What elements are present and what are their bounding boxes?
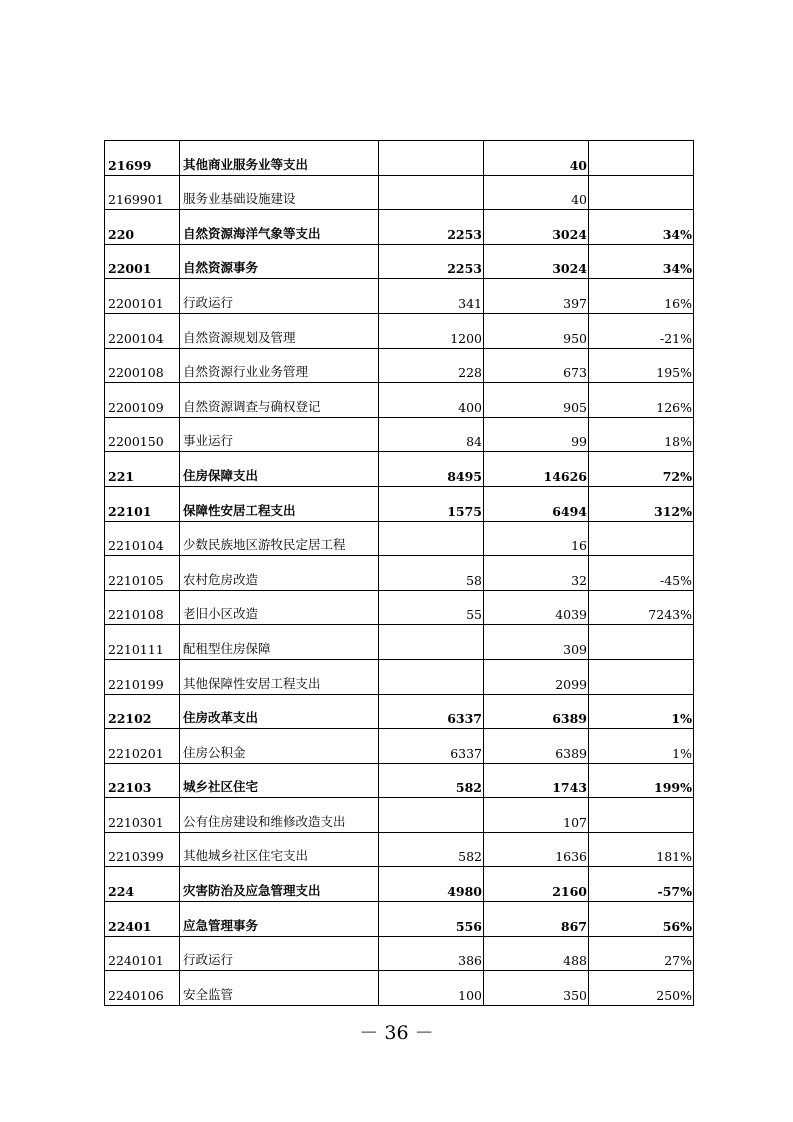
row-change-pct: -45% [589,556,694,591]
row-value-b: 14626 [484,452,589,487]
table-row [105,210,694,245]
row-name: 灾害防治及应急管理支出 [180,867,379,902]
row-code: 2210105 [105,556,180,591]
row-value-a: 2253 [379,244,484,279]
row-name: 农村危房改造 [180,556,379,591]
row-code: 2210104 [105,521,180,556]
table-row [105,867,694,902]
row-code: 2200108 [105,348,180,383]
table-row [105,798,694,833]
row-value-b: 6389 [484,729,589,764]
row-name: 保障性安居工程支出 [180,486,379,521]
row-name: 住房公积金 [180,729,379,764]
row-name: 公有住房建设和维修改造支出 [180,798,379,833]
row-change-pct: 7243% [589,590,694,625]
row-value-b: 107 [484,798,589,833]
row-value-b: 488 [484,936,589,971]
row-value-b: 3024 [484,244,589,279]
row-name: 行政运行 [180,279,379,314]
row-name: 住房保障支出 [180,452,379,487]
row-change-pct: 199% [589,763,694,798]
row-value-b: 673 [484,348,589,383]
row-value-a [379,625,484,660]
row-change-pct [589,175,694,210]
row-value-a: 6337 [379,694,484,729]
row-name: 自然资源行业业务管理 [180,348,379,383]
row-value-b: 3024 [484,210,589,245]
table-row [105,383,694,418]
row-name: 服务业基础设施建设 [180,175,379,210]
table-row [105,417,694,452]
row-value-b: 32 [484,556,589,591]
row-value-a [379,659,484,694]
row-change-pct: 34% [589,244,694,279]
table-row [105,936,694,971]
row-name: 老旧小区改造 [180,590,379,625]
row-value-a [379,798,484,833]
table-row [105,625,694,660]
row-name: 城乡社区住宅 [180,763,379,798]
row-value-b: 397 [484,279,589,314]
row-change-pct [589,625,694,660]
row-value-b: 16 [484,521,589,556]
table-row [105,556,694,591]
row-value-b: 905 [484,383,589,418]
row-code: 2200109 [105,383,180,418]
row-name: 行政运行 [180,936,379,971]
row-name: 其他城乡社区住宅支出 [180,832,379,867]
row-value-a: 1575 [379,486,484,521]
table-row [105,175,694,210]
table-row [105,659,694,694]
row-value-a [379,521,484,556]
row-change-pct: 16% [589,279,694,314]
row-code: 2200104 [105,313,180,348]
row-value-b: 2160 [484,867,589,902]
row-code: 21699 [105,141,180,176]
row-name: 安全监管 [180,971,379,1006]
row-code: 2200101 [105,279,180,314]
table-row [105,971,694,1006]
row-code: 22103 [105,763,180,798]
row-value-b: 867 [484,902,589,937]
row-code: 2210301 [105,798,180,833]
row-name: 自然资源调查与确权登记 [180,383,379,418]
row-code: 2200150 [105,417,180,452]
row-change-pct: -57% [589,867,694,902]
row-change-pct [589,141,694,176]
table-row [105,902,694,937]
row-value-b: 6494 [484,486,589,521]
row-change-pct: 181% [589,832,694,867]
row-value-a: 582 [379,763,484,798]
budget-table-body [105,141,694,1006]
row-value-a: 228 [379,348,484,383]
row-change-pct: 312% [589,486,694,521]
row-code: 22001 [105,244,180,279]
row-name: 事业运行 [180,417,379,452]
row-name: 住房改革支出 [180,694,379,729]
row-value-b: 950 [484,313,589,348]
table-row [105,141,694,176]
row-name: 其他商业服务业等支出 [180,141,379,176]
table-row [105,452,694,487]
table-row [105,694,694,729]
row-value-a: 582 [379,832,484,867]
row-name: 少数民族地区游牧民定居工程 [180,521,379,556]
table-row [105,313,694,348]
row-code: 220 [105,210,180,245]
row-value-a: 556 [379,902,484,937]
row-change-pct: 18% [589,417,694,452]
row-value-b: 40 [484,175,589,210]
row-value-a: 8495 [379,452,484,487]
row-change-pct: 195% [589,348,694,383]
row-name: 应急管理事务 [180,902,379,937]
row-value-b: 350 [484,971,589,1006]
row-name: 自然资源规划及管理 [180,313,379,348]
row-change-pct: 56% [589,902,694,937]
table-row [105,763,694,798]
row-change-pct: -21% [589,313,694,348]
row-code: 221 [105,452,180,487]
row-code: 2210111 [105,625,180,660]
page-number: － 36 － [359,1022,434,1044]
row-code: 2240101 [105,936,180,971]
row-value-a: 58 [379,556,484,591]
row-value-a: 84 [379,417,484,452]
row-code: 2169901 [105,175,180,210]
row-name: 配租型住房保障 [180,625,379,660]
row-code: 2240106 [105,971,180,1006]
row-name: 自然资源海洋气象等支出 [180,210,379,245]
row-code: 224 [105,867,180,902]
table-row [105,244,694,279]
row-change-pct: 34% [589,210,694,245]
row-value-a: 386 [379,936,484,971]
row-value-a [379,175,484,210]
row-code: 2210201 [105,729,180,764]
row-code: 22101 [105,486,180,521]
table-row [105,729,694,764]
row-value-b: 309 [484,625,589,660]
row-value-b: 99 [484,417,589,452]
row-value-a: 1200 [379,313,484,348]
row-change-pct: 126% [589,383,694,418]
row-value-a [379,141,484,176]
row-value-a: 341 [379,279,484,314]
row-value-b: 1636 [484,832,589,867]
table-row [105,590,694,625]
row-value-b: 2099 [484,659,589,694]
row-value-b: 40 [484,141,589,176]
row-change-pct: 250% [589,971,694,1006]
row-value-a: 2253 [379,210,484,245]
row-code: 2210108 [105,590,180,625]
row-change-pct: 72% [589,452,694,487]
row-change-pct: 1% [589,729,694,764]
row-code: 2210199 [105,659,180,694]
row-value-a: 400 [379,383,484,418]
table-row [105,832,694,867]
row-value-a: 100 [379,971,484,1006]
table-row [105,348,694,383]
table-row [105,521,694,556]
row-change-pct [589,521,694,556]
row-code: 2210399 [105,832,180,867]
row-value-b: 4039 [484,590,589,625]
row-change-pct [589,659,694,694]
row-value-a: 4980 [379,867,484,902]
row-name: 自然资源事务 [180,244,379,279]
row-change-pct [589,798,694,833]
row-code: 22102 [105,694,180,729]
row-value-b: 1743 [484,763,589,798]
row-change-pct: 1% [589,694,694,729]
row-change-pct: 27% [589,936,694,971]
row-name: 其他保障性安居工程支出 [180,659,379,694]
row-value-a: 6337 [379,729,484,764]
row-value-a: 55 [379,590,484,625]
table-row [105,279,694,314]
table-row [105,486,694,521]
row-code: 22401 [105,902,180,937]
row-value-b: 6389 [484,694,589,729]
budget-table [104,140,694,1006]
